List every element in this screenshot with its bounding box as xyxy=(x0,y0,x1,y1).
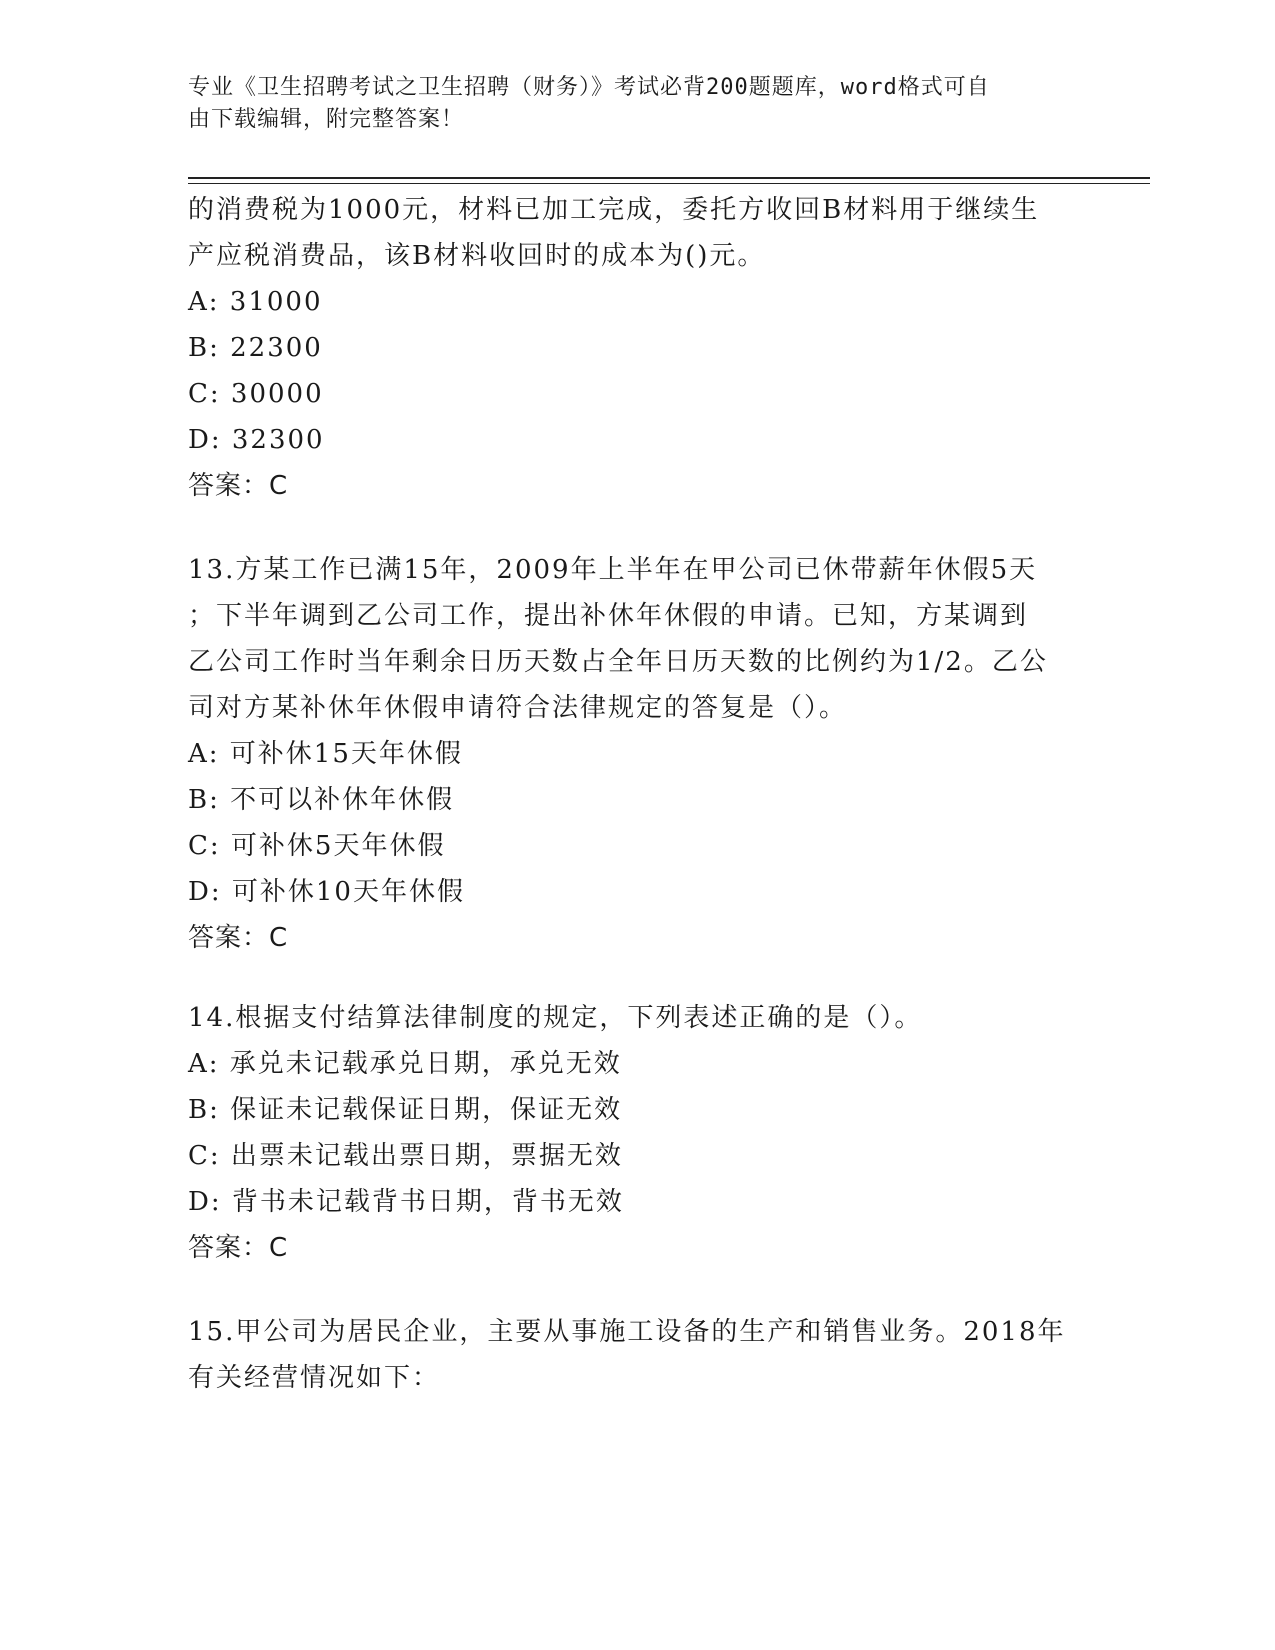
option-d: D: 可补休10天年休假 xyxy=(188,877,465,907)
question-12 xyxy=(188,187,1088,509)
question-text: 的消费税为1000元，材料已加工完成，委托方收回B材料用于继续生 xyxy=(188,195,1040,225)
document-body xyxy=(188,187,1088,1401)
question-text: 15.甲公司为居民企业，主要从事施工设备的生产和销售业务。2018年 xyxy=(188,1317,1066,1347)
question-13 xyxy=(188,547,1088,961)
question-14 xyxy=(188,995,1088,1271)
question-text: 产应税消费品，该B材料收回时的成本为()元。 xyxy=(188,241,766,271)
question-text: ；下半年调到乙公司工作，提出补休年休假的申请。已知，方某调到 xyxy=(188,601,1029,631)
option-b: B: 22300 xyxy=(188,333,323,363)
option-a: A: 可补休15天年休假 xyxy=(188,739,463,769)
question-text: 有关经营情况如下： xyxy=(188,1363,441,1393)
option-a: A: 31000 xyxy=(188,287,323,317)
question-text: 乙公司工作时当年剩余日历天数占全年日历天数的比例约为1/2。乙公 xyxy=(188,647,1048,677)
option-b: B: 不可以补休年休假 xyxy=(188,785,455,815)
header-rule-thick xyxy=(188,177,1150,179)
option-c: C: 可补休5天年休假 xyxy=(188,831,446,861)
spacer xyxy=(188,509,1088,547)
option-b: B: 保证未记载保证日期，保证无效 xyxy=(188,1095,623,1125)
answer: 答案：C xyxy=(188,923,289,953)
document-header xyxy=(188,72,1068,136)
question-text: 14.根据支付结算法律制度的规定，下列表述正确的是（）。 xyxy=(188,1003,923,1033)
option-d: D: 背书未记载背书日期，背书无效 xyxy=(188,1187,624,1217)
option-a: A: 承兑未记载承兑日期，承兑无效 xyxy=(188,1049,622,1079)
answer: 答案：C xyxy=(188,471,289,501)
header-line-1: 专业《卫生招聘考试之卫生招聘（财务）》考试必背200题题库，word格式可自 xyxy=(188,75,990,100)
option-c: C: 出票未记载出票日期，票据无效 xyxy=(188,1141,623,1171)
header-line-2: 由下载编辑，附完整答案！ xyxy=(188,107,465,132)
question-text: 司对方某补休年休假申请符合法律规定的答复是（）。 xyxy=(188,693,848,723)
header-rule-thin xyxy=(188,183,1150,184)
question-text: 13.方某工作已满15年，2009年上半年在甲公司已休带薪年休假5天 xyxy=(188,555,1038,585)
answer: 答案：C xyxy=(188,1233,289,1263)
spacer xyxy=(188,1271,1088,1309)
spacer xyxy=(188,961,1088,995)
option-d: D: 32300 xyxy=(188,425,325,455)
question-15 xyxy=(188,1309,1088,1401)
option-c: C: 30000 xyxy=(188,379,324,409)
